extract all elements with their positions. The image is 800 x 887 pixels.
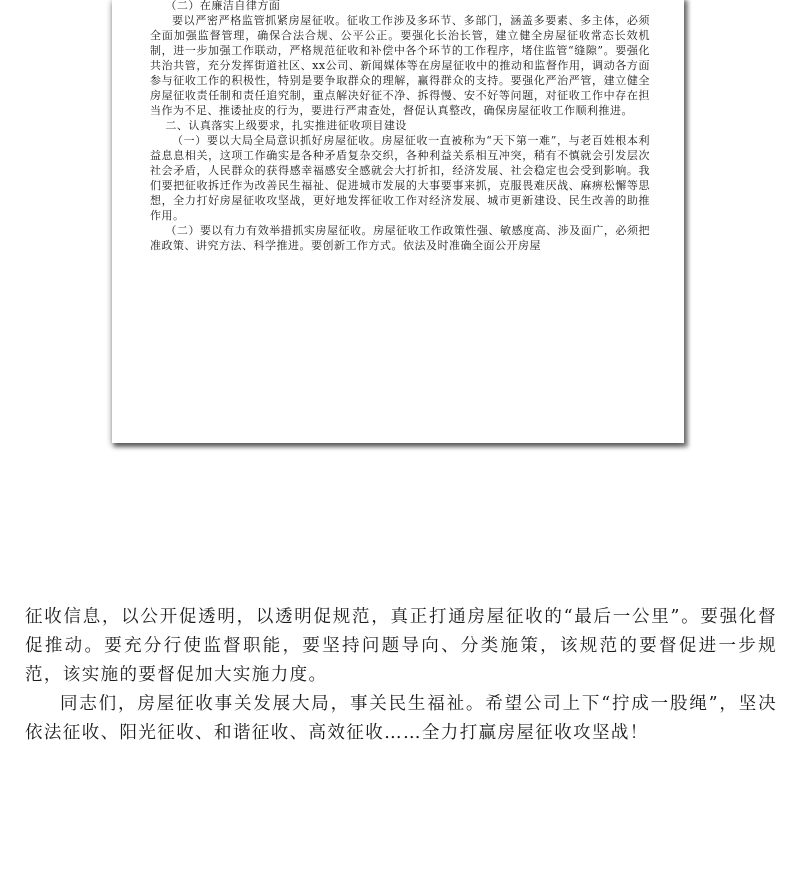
preview-paragraph-supervision: 要以严密严格监管抓紧房屋征收。征收工作涉及多环节、多部门，涵盖多要素、多主体，必须全面加强监督管理，确保合法合规、公平公正。要强化长治长管，建立健全房屋征收常态长效机制，进一步加强工作联动，严格规范征收和补偿中各个环节的工作程序，堵住监管“缝隙”。要强化共治共管，充分发挥街道社区、xx公司、新闻媒体等在房屋征收中的推动和监督作用，调动各方面参与征收工作的积极性，特别是要争取群众的理解，赢得群众的支持。要强化严治严管，建立健全房屋征收责任制和责任追究制，重点解决好征不净、拆得慢、安不好等问题，对征收工作中存在担当作为不足、推诿扯皮的行为，要进行严肃查处，督促认真整改，确保房屋征收工作顺利推进。 [150,14,650,117]
body-paragraph-continuation: 征收信息，以公开促透明，以透明促规范，真正打通房屋征收的“最后一公里”。要强化督促推动。要充分行使监督职能，要坚持问题导向、分类施策，该规范的要督促进一步规范，该实施的要督促加大实施力度。 [25,607,777,685]
page-preview [112,0,684,443]
body-paragraph-closing: 同志们，房屋征收事关发展大局，事关民生福祉。希望公司上下“拧成一股绳”，坚决依法征收、阳光征收、和谐征收、高效征收……全力打赢房屋征收攻坚战！ [25,694,777,743]
preview-paragraph-overall: （一）要以大局全局意识抓好房屋征收。房屋征收一直被称为“天下第一难”，与老百姓根本利益息息相关，这项工作确实是各种矛盾复杂交织，各种利益关系相互冲突，稍有不慎就会引发层次社会矛盾，人民群众的获得感幸福感安全感就会大打折扣，经济发展、社会稳定也会受到影响。我们要把征收拆迁作为改善民生福祉、促进城市发展的大事要事来抓，克服畏难厌战、麻痹松懈等思想，全力打好房屋征收攻坚战，更好地发挥征收工作对经济发展、城市更新建设、民生改善的助推作用。 [150,134,650,222]
preview-paragraph-measures: （二）要以有力有效举措抓实房屋征收。房屋征收工作政策性强、敏感度高、涉及面广，必须把准政策、讲究方法、科学推进。要创新工作方式。依法及时准确全面公开房屋 [150,224,650,252]
document-body [25,603,777,748]
page-preview-text [150,0,650,253]
preview-heading-integrity: （二）在廉洁自律方面 [165,0,281,12]
preview-heading-section-two: 二、认真落实上级要求，扎实推进征收项目建设 [165,119,407,132]
